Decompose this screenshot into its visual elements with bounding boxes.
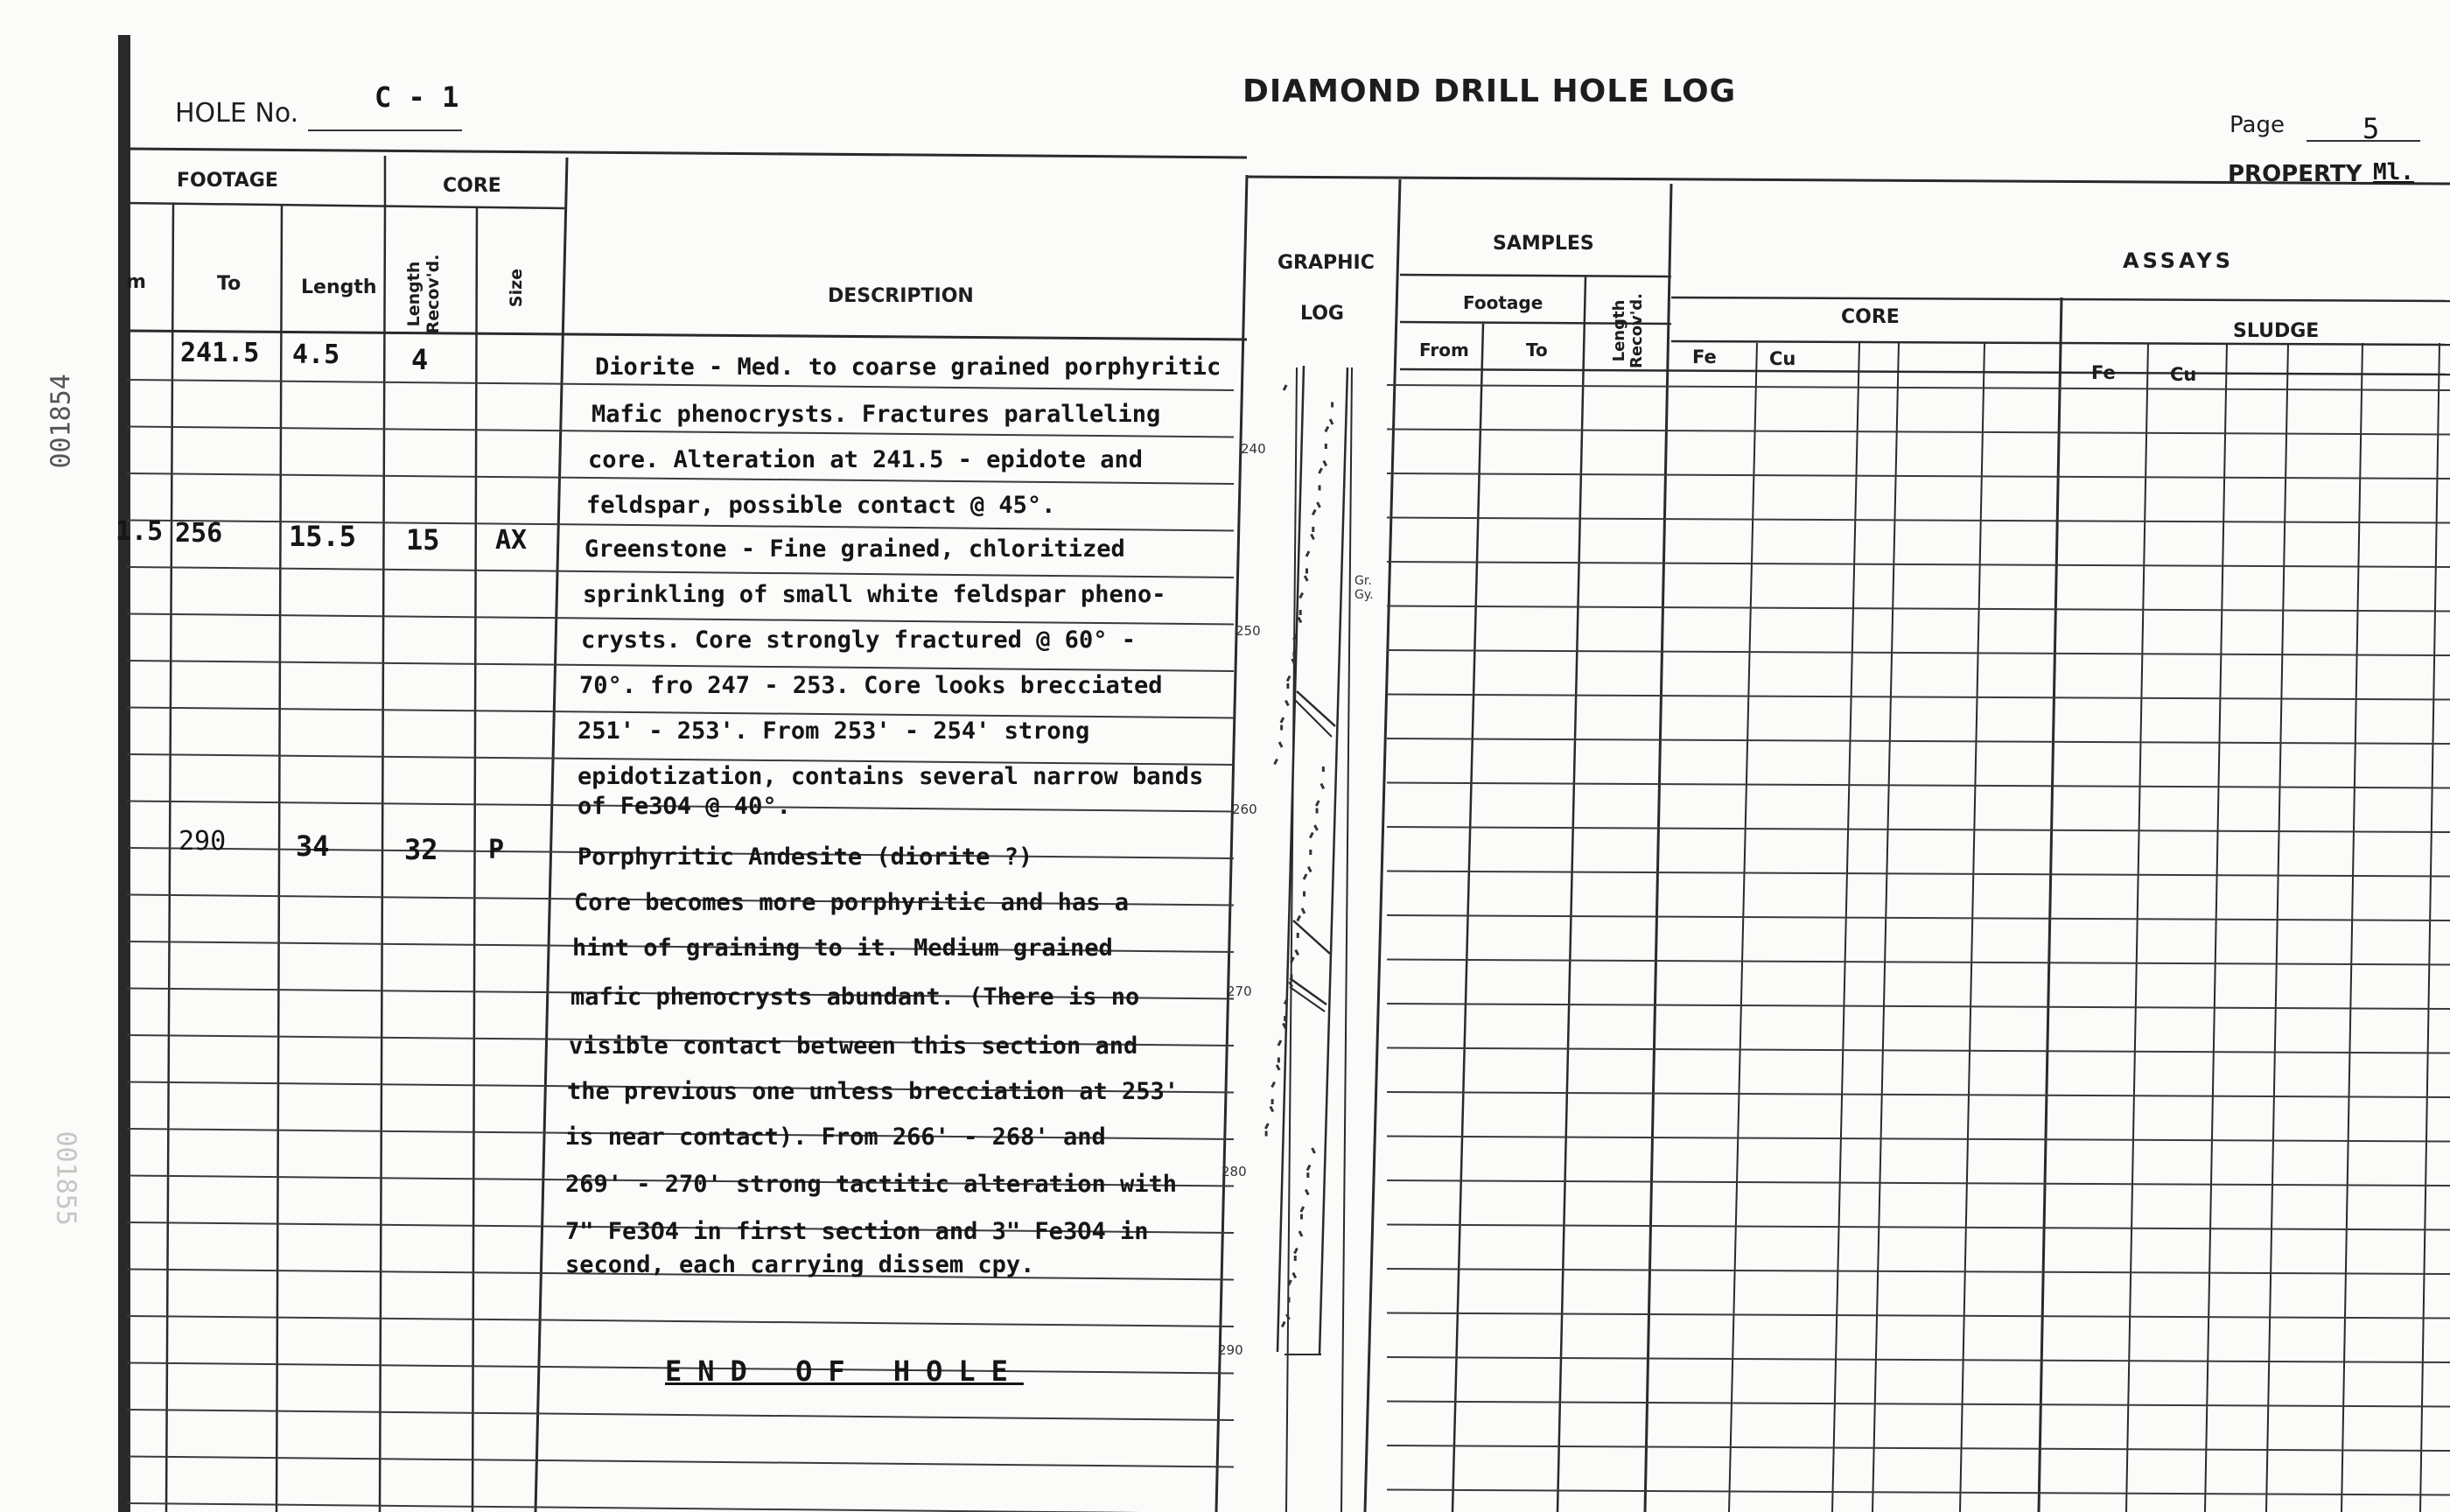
entry-2-length: 15.5: [289, 520, 357, 553]
row-rule-left: [127, 380, 1234, 390]
row-rule-right: [1387, 473, 2450, 479]
side-ref-number-faint: 001855: [50, 1130, 81, 1226]
row-rule-right: [1387, 518, 2450, 523]
entry-1-desc-line-4: feldspar, possible contact @ 45°.: [586, 492, 1056, 519]
graphic-log-dash: [1284, 385, 1286, 390]
entry-2-desc-line-3: crysts. Core strongly fractured @ 60° -: [581, 626, 1136, 654]
graphic-log-dash: [1312, 1148, 1315, 1153]
graphic-log-dash: [1285, 701, 1288, 706]
graphic-log-dash: [1275, 760, 1278, 765]
row-rule-left: [127, 567, 1234, 578]
footage-header: FOOTAGE: [177, 170, 278, 192]
row-rule-left: [127, 614, 1234, 625]
graphic-log-dash: [1302, 908, 1305, 914]
entry-3-desc-line-1: Porphyritic Andesite (diorite ?): [578, 844, 1033, 871]
graphic-log-dash: [1300, 593, 1303, 598]
entry-2-to: 256: [175, 518, 223, 549]
entry-2-desc-line-4: 70°. fro 247 - 253. Core looks brecciated: [579, 672, 1163, 699]
row-rule-right: [1387, 1048, 2450, 1054]
sample-to-header: To: [1526, 340, 1548, 360]
graphic-log-dash: [1298, 916, 1300, 921]
from-header: m: [126, 271, 146, 293]
depth-label-280: 280: [1222, 1164, 1247, 1180]
row-rule-left: [127, 708, 1234, 718]
row-rule-right: [1387, 430, 2450, 435]
graphic-log-dash: [1308, 867, 1311, 872]
entry-3-recovered: 32: [404, 833, 438, 866]
form-title: DIAMOND DRILL HOLE LOG: [1242, 74, 1737, 109]
graphic-log-dash: [1270, 1107, 1273, 1112]
row-rule-right: [1387, 1446, 2450, 1451]
row-rule-left: [127, 661, 1234, 671]
property-label: PROPERTY: [2228, 161, 2362, 187]
entry-2-recovered: 15: [406, 523, 440, 556]
entry-3-desc-line-5: visible contact between this section and: [569, 1032, 1138, 1060]
graphic-log-dash: [1293, 1273, 1296, 1278]
graphic-log-dash: [1307, 1166, 1310, 1171]
size-header: Size: [507, 268, 526, 308]
graphic-log-dash: [1316, 801, 1319, 806]
graphic-log-dash: [1312, 510, 1315, 515]
length-recovd-header: Length Recov'd.: [404, 254, 443, 334]
graphic-log-dash: [1326, 427, 1328, 432]
entry-3-desc-line-7: is near contact). From 266' - 268' and: [565, 1124, 1106, 1151]
graphic-log-dash: [1296, 950, 1298, 956]
entry-3-desc-line-10: second, each carrying dissem cpy.: [565, 1251, 1035, 1278]
sample-from-header: From: [1419, 340, 1469, 360]
row-rule-left: [127, 1457, 1234, 1467]
graphic-log-dash: [1287, 676, 1290, 682]
row-rule-right: [1387, 562, 2450, 567]
graphic-log-dash: [1306, 1190, 1308, 1195]
row-rule-right: [1387, 915, 2450, 920]
graphic-log-dash: [1321, 784, 1324, 789]
log-header: LOG: [1300, 303, 1344, 325]
core-header: CORE: [443, 175, 501, 197]
row-rule-right: [1387, 1137, 2450, 1142]
entry-3-desc-line-2: Core becomes more porphyritic and has a: [574, 889, 1129, 916]
row-rule-right: [1387, 1357, 2450, 1362]
graphic-log-dash: [1324, 461, 1326, 466]
row-rule-right: [1387, 738, 2450, 744]
row-rule-right: [1387, 695, 2450, 700]
entry-1-recovered: 4: [411, 343, 429, 376]
row-rule-left: [127, 427, 1234, 438]
row-rule-right: [1387, 1490, 2450, 1495]
row-rule-right: [1387, 827, 2450, 832]
hole-label: HOLE No.: [175, 98, 299, 129]
sample-footage-header: Footage: [1463, 292, 1544, 313]
to-header: To: [217, 273, 242, 295]
graphic-log-dash: [1298, 618, 1301, 623]
entry-3-desc-line-9: 7" Fe3O4 in first section and 3" Fe3O4 in: [565, 1218, 1149, 1245]
graphic-log-dash: [1315, 825, 1318, 830]
row-rule-right: [1387, 1269, 2450, 1274]
graphic-log-dash: [1279, 742, 1282, 747]
graphic-log-dash: [1294, 1249, 1297, 1254]
row-rule-right: [1387, 1004, 2450, 1009]
depth-label-240: 240: [1241, 441, 1266, 457]
page-number: 5: [2362, 112, 2380, 145]
graphic-log-dash: [1318, 502, 1320, 508]
row-rule-right: [1387, 1092, 2450, 1097]
graphic-log-dash: [1310, 833, 1312, 838]
graphic-log-dash: [1265, 1124, 1268, 1129]
entry-2-size: AX: [495, 525, 528, 556]
graphic-log-dash: [1281, 718, 1284, 723]
assays-header: ASSAYS: [2123, 248, 2235, 273]
row-rule-right: [1387, 783, 2450, 788]
entry-1-desc-line-3: core. Alteration at 241.5 - epidote and: [588, 446, 1143, 473]
graphic-log-dash: [1306, 551, 1309, 556]
entry-1-length: 4.5: [292, 340, 340, 370]
entry-2-desc-line-5: 251' - 253'. From 253' - 254' strong: [578, 718, 1090, 745]
assay-core-header: CORE: [1841, 306, 1900, 328]
assay-sludge-header: SLUDGE: [2233, 320, 2320, 342]
property-value: Ml.: [2373, 159, 2414, 186]
hole-number: C - 1: [374, 80, 459, 114]
length-header: Length: [301, 276, 377, 298]
graphic-log-dash: [1301, 1207, 1304, 1212]
row-rule-left: [127, 1410, 1234, 1420]
samples-header: SAMPLES: [1493, 233, 1594, 255]
graphic-side-note: Gr. Gy.: [1354, 574, 1374, 602]
graphic-log-dash: [1272, 1082, 1275, 1088]
entry-3-desc-line-3: hint of graining to it. Medium grained: [572, 934, 1113, 962]
entry-2-desc-line-7: of Fe3O4 @ 40°.: [578, 793, 791, 820]
graphic-log-dash: [1320, 468, 1322, 473]
entry-1-to: 241.5: [180, 338, 260, 368]
entry-1-desc-line-2: Mafic phenocrysts. Fractures paralleling: [592, 401, 1161, 428]
core-cu-header: Cu: [1769, 348, 1796, 369]
entry-3-desc-line-8: 269' - 270' strong tactitic alteration with: [565, 1171, 1177, 1198]
graphic-log-dash: [1312, 535, 1314, 540]
graphic-log-dash: [1282, 1322, 1284, 1327]
entry-2-desc-line-2: sprinkling of small white feldspar pheno-: [583, 581, 1166, 608]
depth-label-260: 260: [1232, 802, 1257, 817]
hole-underline: [308, 130, 462, 131]
row-rule-left: [127, 1503, 1234, 1512]
entry-3-to: 290: [178, 826, 227, 857]
row-rule-left: [127, 473, 1234, 484]
row-rule-right: [1387, 872, 2450, 877]
row-rule-right: [1387, 1180, 2450, 1186]
graphic-log-dash: [1330, 419, 1333, 424]
entry-3-size: P: [488, 835, 505, 865]
graphic-log-dash: [1277, 1065, 1279, 1070]
binding-strip: [118, 35, 130, 1512]
row-rule-right: [1387, 385, 2450, 390]
graphic-log-dash: [1299, 1231, 1302, 1236]
entry-2-from: 1.5: [116, 516, 164, 547]
side-ref-number: 001854: [46, 374, 77, 469]
entry-3-desc-line-6: the previous one unless brecciation at 253': [567, 1078, 1179, 1105]
graphic-header: GRAPHIC: [1278, 252, 1375, 274]
row-rule-right: [1387, 1313, 2450, 1319]
row-rule-right: [1387, 960, 2450, 965]
end-of-hole: END OF HOLE: [665, 1354, 1024, 1388]
depth-label-290: 290: [1218, 1342, 1243, 1358]
entry-2-desc-line-6: epidotization, contains several narrow bands: [578, 763, 1204, 790]
depth-label-270: 270: [1227, 984, 1252, 999]
core-fe-header: Fe: [1692, 346, 1717, 368]
depth-label-250: 250: [1236, 623, 1261, 639]
graphic-log-dash: [1304, 874, 1306, 879]
row-rule-left: [127, 1316, 1234, 1326]
row-rule-right: [1387, 650, 2450, 655]
row-rule-right: [1387, 1402, 2450, 1407]
entry-2-desc-line-1: Greenstone - Fine grained, chloritized: [584, 536, 1125, 563]
entry-3-length: 34: [296, 830, 330, 863]
page-label: Page: [2230, 112, 2285, 138]
row-rule-right: [1387, 1225, 2450, 1230]
description-header: DESCRIPTION: [828, 285, 974, 307]
row-rule-right: [1387, 606, 2450, 612]
graphic-log-dash: [1278, 1040, 1281, 1046]
sample-length-recovd-header: Length Recov'd.: [1610, 292, 1646, 369]
graphic-log-dash: [1305, 576, 1307, 581]
sludge-cu-header: Cu: [2170, 364, 2197, 385]
entry-3-desc-line-4: mafic phenocrysts abundant. (There is no: [570, 984, 1140, 1011]
sludge-fe-header: Fe: [2091, 362, 2116, 383]
entry-1-desc-line-1: Diorite - Med. to coarse grained porphyritic: [595, 354, 1222, 381]
